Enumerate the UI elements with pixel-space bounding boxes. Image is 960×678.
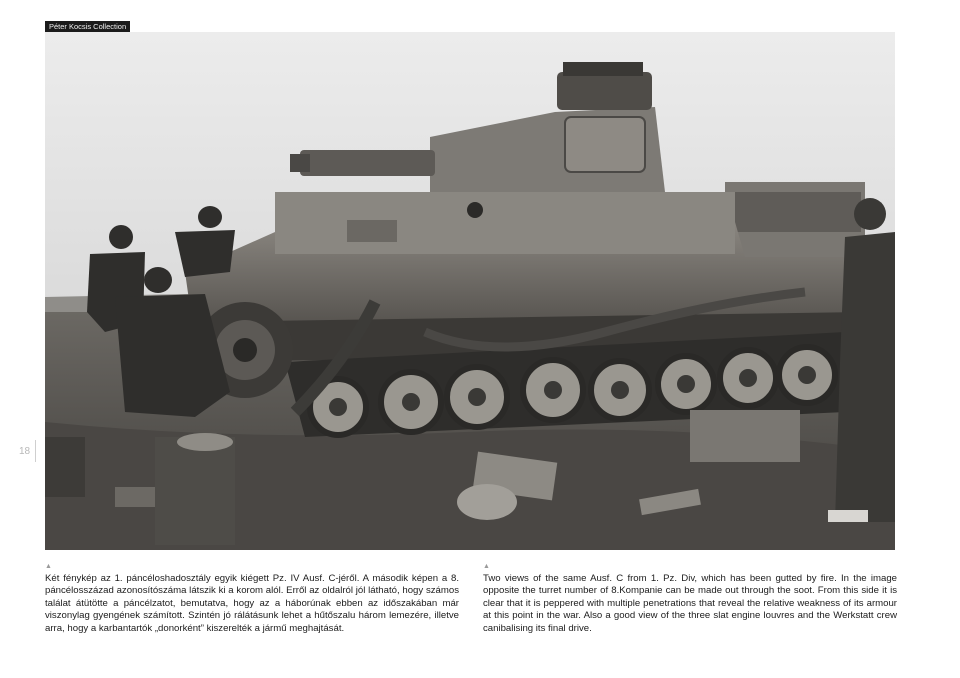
tank-photograph xyxy=(45,32,895,550)
photo-credit: Péter Kocsis Collection xyxy=(45,21,130,32)
page-number: 18 xyxy=(19,446,31,457)
caption-marker-hungarian: ▲ xyxy=(45,563,52,570)
caption-english: Two views of the same Ausf. C from 1. Pz. Div, which has been gutted by fire. In the image opposite the turret number of 8.Kompanie can be made out through the soot. From this side it is clear that it is peppered with multiple penetrations that reveal the relative weakness of its armour at this point in the war. Also a good view of the three slat engine louvres and the Werkstatt crew canibalising its final drive. xyxy=(483,573,897,634)
page-rule xyxy=(35,440,36,462)
caption-marker-english: ▲ xyxy=(483,563,490,570)
caption-hungarian: Két fénykép az 1. páncéloshadosztály egyik kiégett Pz. IV Ausf. C-jéről. A második képen a 8. páncélosszázad azonosítószáma látszik ki a korom alól. Erről az oldalról jól látható, hogy számos találat átütötte a páncélzatot, bemutatva, hogy az a háborúnak ebben az időszakában már viszonylag gyengének számított. Szintén jó rálátásunk lehet a hűtőszalu három lemezére, illetve arra, hogy a karbantartók „donorként” kiszerelték a jármű meghajtását. xyxy=(45,573,459,634)
